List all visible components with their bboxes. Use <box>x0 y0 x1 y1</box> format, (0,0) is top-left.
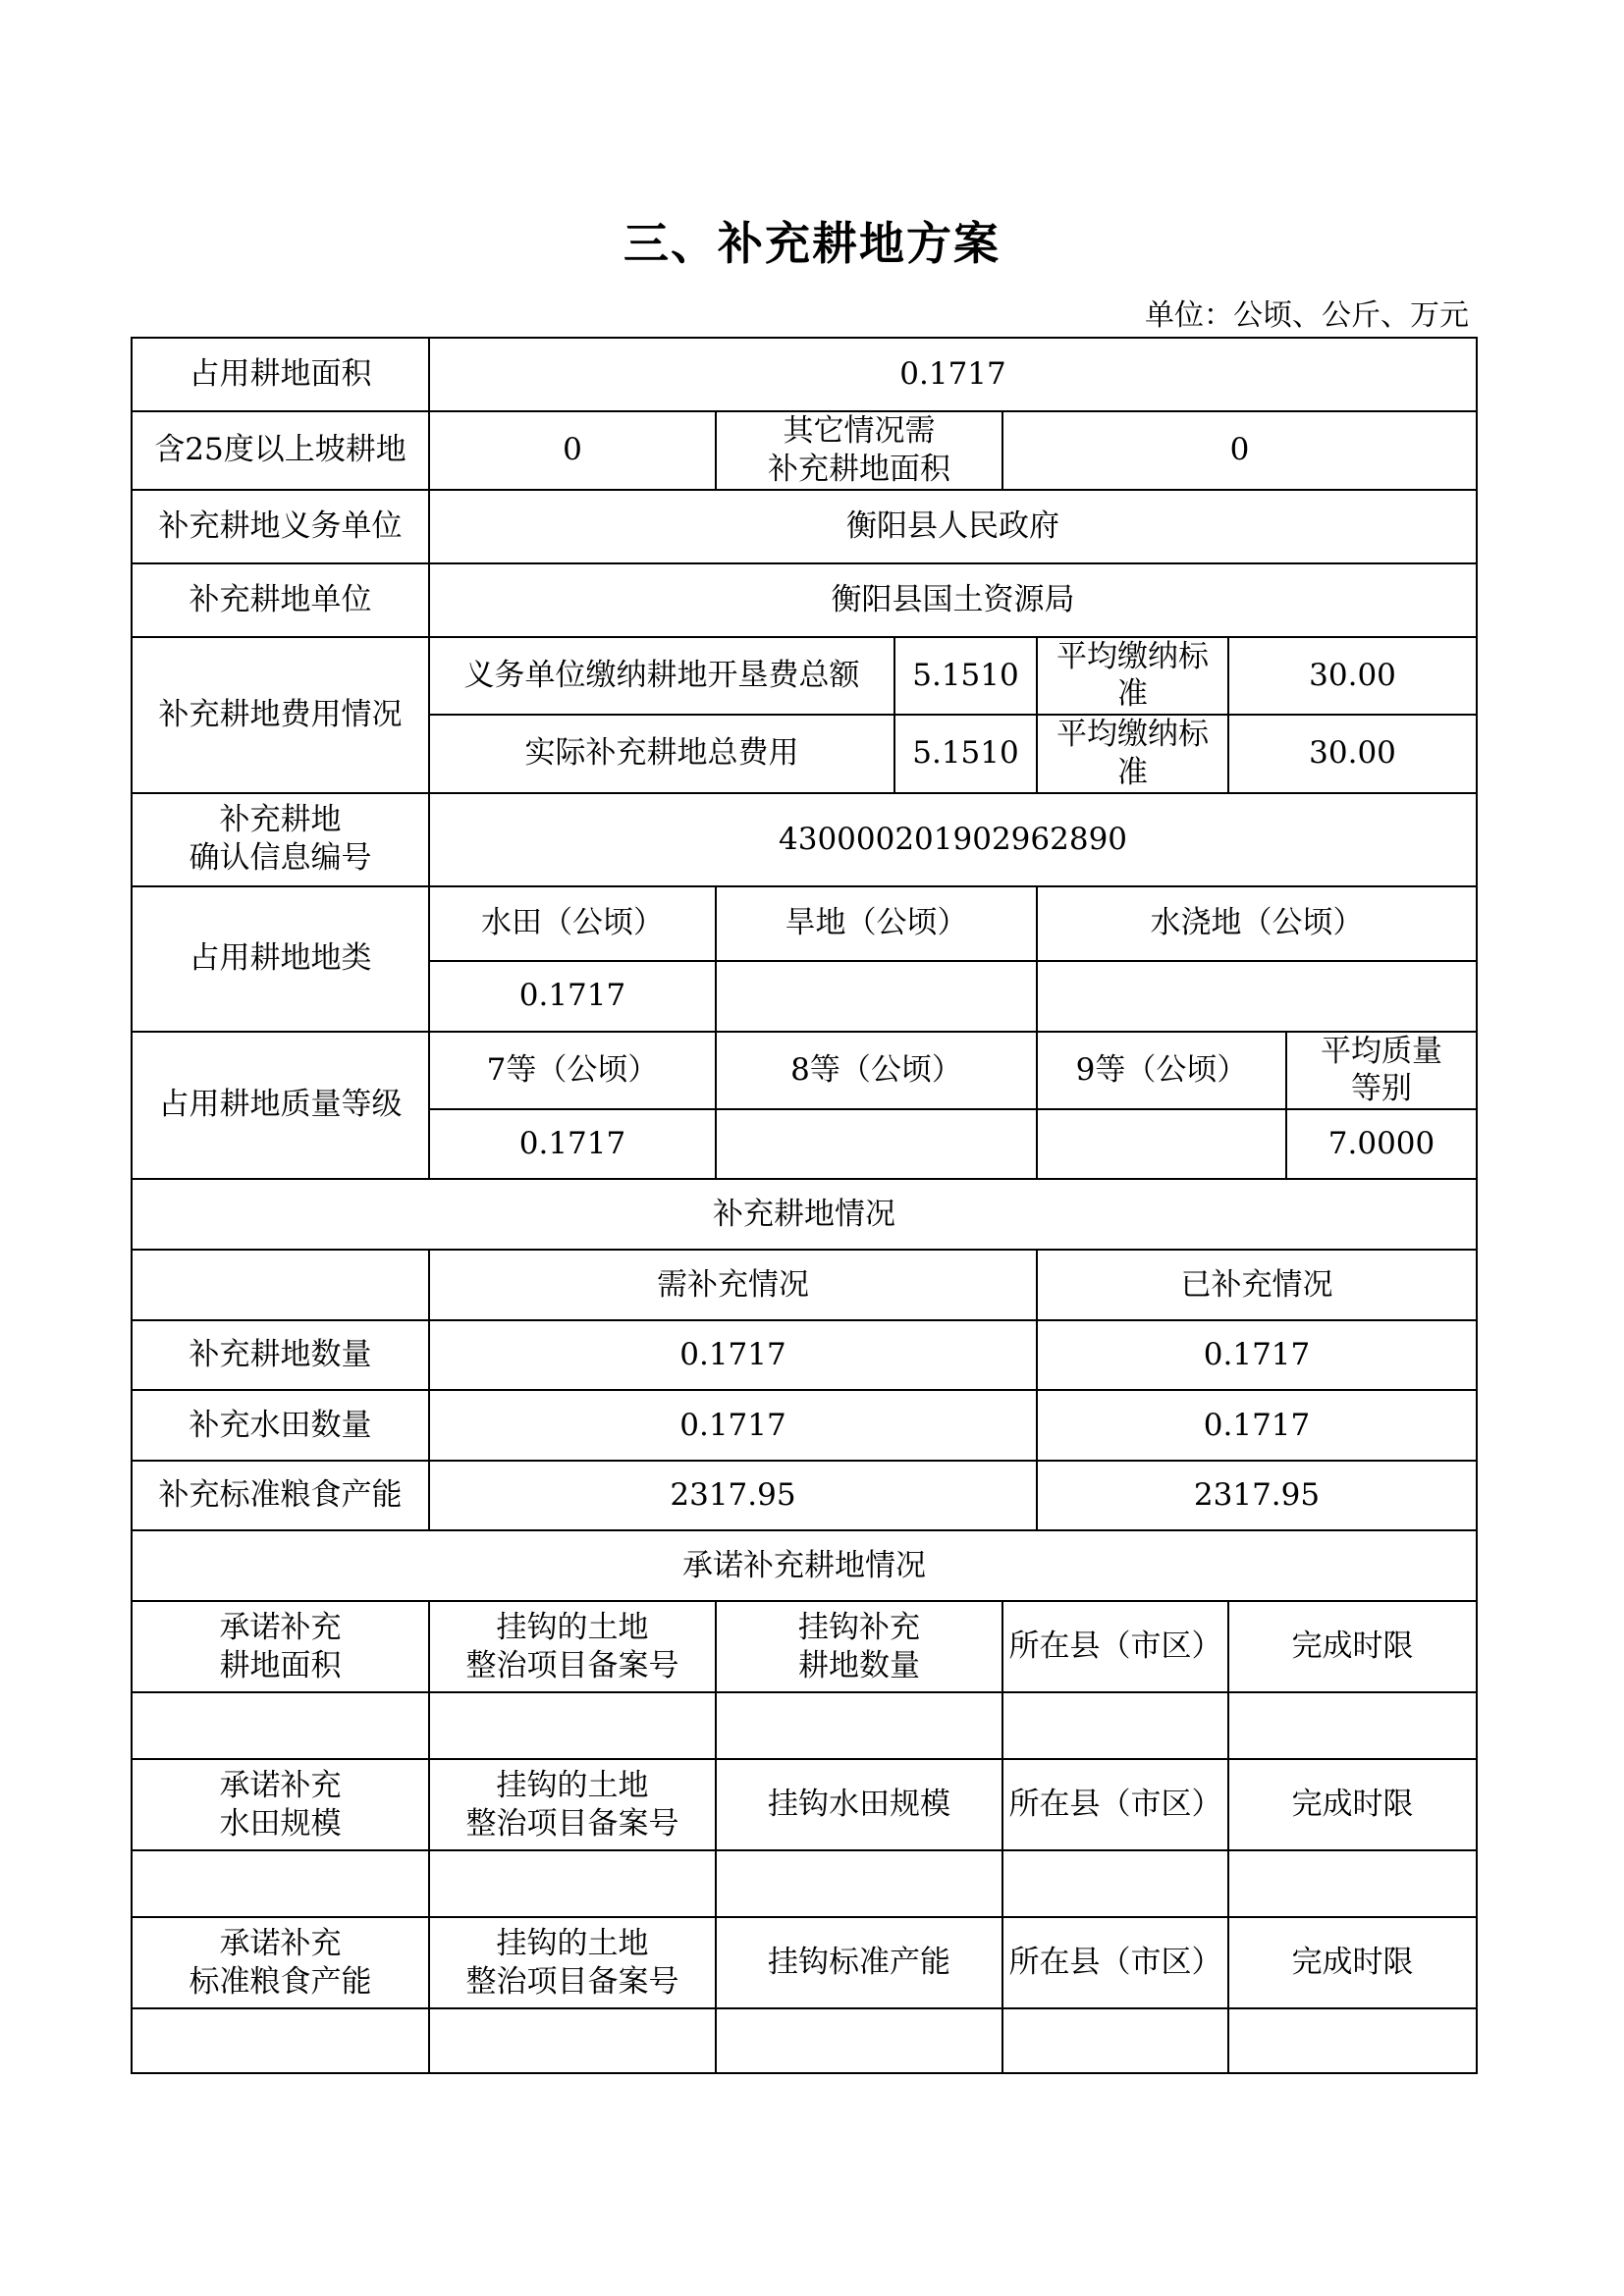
promise-linked-amount-label-line1: 挂钩补充 <box>798 1609 920 1645</box>
promise-empty-cell <box>132 1850 429 1917</box>
table-row <box>132 1850 1477 1917</box>
quality-header-9: 9等（公顷） <box>1037 1032 1286 1110</box>
promise-project-label <box>429 1601 716 1692</box>
quality-value-8 <box>716 1109 1037 1179</box>
supplement-header-need: 需补充情况 <box>429 1250 1037 1320</box>
fees-row1-avg-label: 平均缴纳标准 <box>1037 637 1228 716</box>
promise-empty-cell <box>132 2008 429 2073</box>
fees-row1-label: 义务单位缴纳耕地开垦费总额 <box>429 637 894 716</box>
quality-avg-label <box>1286 1032 1477 1110</box>
land-type-header-dry: 旱地（公顷） <box>716 886 1037 961</box>
supplement-item-label: 补充耕地数量 <box>132 1320 429 1390</box>
unit-note: 单位：公顷、公斤、万元 <box>1145 298 1469 333</box>
promise-linked-capacity-label: 挂钩标准产能 <box>716 1917 1002 2008</box>
quality-value-9 <box>1037 1109 1286 1179</box>
table-row <box>132 1320 1477 1390</box>
promise-empty-cell <box>1228 1850 1477 1917</box>
table-row <box>132 1250 1477 1320</box>
promise-grain-label-line1: 承诺补充 <box>219 1925 342 1961</box>
supplement-item-need: 0.1717 <box>429 1390 1037 1461</box>
promise-deadline-label: 完成时限 <box>1228 1917 1477 2008</box>
supplement-header-empty <box>132 1250 429 1320</box>
supplement-item-label: 补充标准粮食产能 <box>132 1461 429 1530</box>
other-area-value: 0 <box>1002 411 1477 490</box>
table-row <box>132 338 1477 411</box>
supplement-item-need: 0.1717 <box>429 1320 1037 1390</box>
fees-row2-value: 5.1510 <box>894 715 1037 793</box>
promise-empty-cell <box>1002 1692 1228 1759</box>
supplement-item-done: 2317.95 <box>1037 1461 1477 1530</box>
fees-row2-label: 实际补充耕地总费用 <box>429 715 894 793</box>
promise-linked-amount-label <box>716 1601 1002 1692</box>
promise-project-label-line1: 挂钩的土地 <box>496 1925 649 1961</box>
promise-county-label: 所在县（市区） <box>1002 1759 1228 1850</box>
occupied-area-label: 占用耕地面积 <box>132 338 429 411</box>
promise-section-title: 承诺补充耕地情况 <box>132 1530 1477 1601</box>
promise-area-label-line2: 耕地面积 <box>219 1647 342 1683</box>
supplement-item-done: 0.1717 <box>1037 1320 1477 1390</box>
quality-header-8: 8等（公顷） <box>716 1032 1037 1110</box>
supplement-plan-table <box>131 337 1478 2074</box>
fees-row1-value: 5.1510 <box>894 637 1037 716</box>
quality-value-7: 0.1717 <box>429 1109 716 1179</box>
table-row <box>132 886 1477 961</box>
promise-project-label <box>429 1917 716 2008</box>
table-row <box>132 1530 1477 1601</box>
table-row <box>132 793 1477 886</box>
promise-project-label-line1: 挂钩的土地 <box>496 1767 649 1803</box>
table-row <box>132 490 1477 563</box>
promise-county-label: 所在县（市区） <box>1002 1601 1228 1692</box>
promise-empty-cell <box>716 2008 1002 2073</box>
promise-empty-cell <box>1002 2008 1228 2073</box>
other-area-label-line1: 其它情况需 <box>783 413 936 449</box>
table-row <box>132 1692 1477 1759</box>
promise-deadline-label: 完成时限 <box>1228 1759 1477 1850</box>
confirm-label-line2: 确认信息编号 <box>189 840 372 876</box>
promise-empty-cell <box>1228 1692 1477 1759</box>
table-row <box>132 637 1477 716</box>
obligor-label: 补充耕地义务单位 <box>132 490 429 563</box>
fees-row2-avg-value: 30.00 <box>1228 715 1477 793</box>
promise-empty-cell <box>132 1692 429 1759</box>
confirm-label-line1: 补充耕地 <box>219 802 342 838</box>
land-type-value-dry <box>716 961 1037 1032</box>
obligor-value: 衡阳县人民政府 <box>429 490 1477 563</box>
table-row <box>132 1032 1477 1110</box>
table-row <box>132 1461 1477 1530</box>
unit-org-label: 补充耕地单位 <box>132 563 429 637</box>
promise-empty-cell <box>1002 1850 1228 1917</box>
quality-avg-label-line2: 等别 <box>1351 1071 1413 1107</box>
confirm-label <box>132 793 429 886</box>
land-type-label: 占用耕地地类 <box>132 886 429 1032</box>
fees-label: 补充耕地费用情况 <box>132 637 429 793</box>
promise-empty-cell <box>1228 2008 1477 2073</box>
promise-empty-cell <box>429 2008 716 2073</box>
promise-project-label-line2: 整治项目备案号 <box>465 1805 679 1842</box>
land-type-value-paddy: 0.1717 <box>429 961 716 1032</box>
promise-area-label <box>132 1601 429 1692</box>
land-type-header-paddy: 水田（公顷） <box>429 886 716 961</box>
slope-value: 0 <box>429 411 716 490</box>
quality-avg-label-line1: 平均质量 <box>1321 1033 1443 1069</box>
supplement-section-title: 补充耕地情况 <box>132 1179 1477 1250</box>
promise-area-label-line1: 承诺补充 <box>219 1609 342 1645</box>
promise-project-label <box>429 1759 716 1850</box>
table-row <box>132 2008 1477 2073</box>
promise-paddy-label-line2: 水田规模 <box>219 1805 342 1842</box>
supplement-item-label: 补充水田数量 <box>132 1390 429 1461</box>
promise-linked-paddy-label: 挂钩水田规模 <box>716 1759 1002 1850</box>
promise-paddy-label-line1: 承诺补充 <box>219 1767 342 1803</box>
promise-empty-cell <box>429 1692 716 1759</box>
table-row <box>132 1390 1477 1461</box>
promise-empty-cell <box>716 1692 1002 1759</box>
promise-county-label: 所在县（市区） <box>1002 1917 1228 2008</box>
unit-org-value: 衡阳县国土资源局 <box>429 563 1477 637</box>
other-area-label <box>716 411 1002 490</box>
promise-project-label-line2: 整治项目备案号 <box>465 1647 679 1683</box>
table-row <box>132 1759 1477 1850</box>
table-row <box>132 411 1477 490</box>
slope-label: 含25度以上坡耕地 <box>132 411 429 490</box>
page-title: 三、补充耕地方案 <box>623 217 1001 270</box>
confirm-value: 430000201902962890 <box>429 793 1477 886</box>
promise-grain-label <box>132 1917 429 2008</box>
promise-grain-label-line2: 标准粮食产能 <box>189 1963 372 2000</box>
supplement-header-done: 已补充情况 <box>1037 1250 1477 1320</box>
quality-header-7: 7等（公顷） <box>429 1032 716 1110</box>
occupied-area-value: 0.1717 <box>429 338 1477 411</box>
table-row <box>132 1601 1477 1692</box>
quality-label: 占用耕地质量等级 <box>132 1032 429 1180</box>
promise-project-label-line2: 整治项目备案号 <box>465 1963 679 2000</box>
table-row <box>132 1179 1477 1250</box>
fees-row2-avg-label: 平均缴纳标准 <box>1037 715 1228 793</box>
supplement-item-done: 0.1717 <box>1037 1390 1477 1461</box>
land-type-header-irrigated: 水浇地（公顷） <box>1037 886 1477 961</box>
promise-project-label-line1: 挂钩的土地 <box>496 1609 649 1645</box>
table-row <box>132 563 1477 637</box>
promise-linked-amount-label-line2: 耕地数量 <box>798 1647 920 1683</box>
promise-paddy-label <box>132 1759 429 1850</box>
promise-empty-cell <box>429 1850 716 1917</box>
supplement-item-need: 2317.95 <box>429 1461 1037 1530</box>
fees-row1-avg-value: 30.00 <box>1228 637 1477 716</box>
table-row <box>132 1917 1477 2008</box>
promise-empty-cell <box>716 1850 1002 1917</box>
land-type-value-irrigated <box>1037 961 1477 1032</box>
other-area-label-line2: 补充耕地面积 <box>768 451 950 487</box>
quality-avg-value: 7.0000 <box>1286 1109 1477 1179</box>
promise-deadline-label: 完成时限 <box>1228 1601 1477 1692</box>
